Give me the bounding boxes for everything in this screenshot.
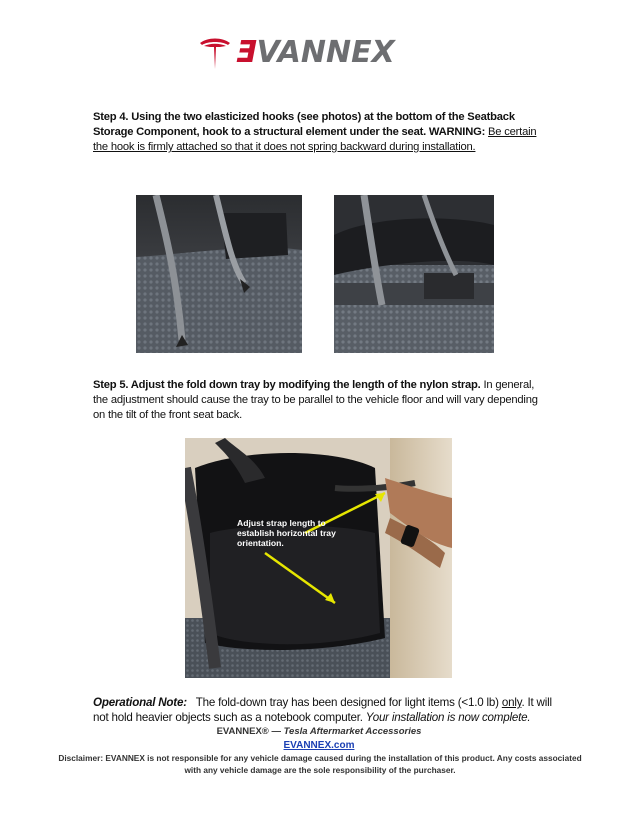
evannex-logo	[198, 33, 443, 73]
photo-hook-under-seat-left	[136, 195, 302, 353]
footer-brand-name: EVANNEX® —	[216, 726, 281, 737]
footer-brand	[0, 726, 638, 737]
footer-disclaimer: Disclaimer: EVANNEX is not responsible for any vehicle damage caused during the installation of this product. Any costs associated with any vehicle damage are the sole responsibility of the purchaser.	[58, 753, 582, 775]
step4-paragraph	[93, 110, 543, 155]
photo-caption: Adjust strap length to establish horizontal tray orientation.	[237, 518, 336, 548]
step5-text: In general, the adjustment should cause the tray to be parallel to the vehicle floor and will vary depending on the tilt of the front seat back.	[93, 379, 538, 421]
logo-wordmark	[236, 35, 395, 71]
footer-link[interactable]: EVANNEX.com	[283, 740, 355, 751]
operational-note	[93, 695, 553, 725]
operational-note-only: only	[501, 696, 522, 709]
operational-note-text1: The fold-down tray has been designed for light items (<1.0 lb)	[195, 696, 499, 709]
tesla-t-logo-icon	[198, 35, 232, 71]
step4-warning: Be certain the hook is firmly attached so that it does not spring backward during installation.	[93, 126, 537, 153]
step5-heading: Step 5. Adjust the fold down tray by modifying the length of the nylon strap.	[93, 379, 481, 391]
operational-note-text2: . It will not hold heavier objects such as a notebook computer.	[93, 696, 552, 724]
logo-rest: VANNEX	[256, 35, 395, 70]
operational-note-label: Operational Note:	[93, 696, 187, 709]
photo-hook-under-seat-right	[334, 195, 494, 353]
logo-e: Ǝ	[236, 35, 257, 70]
step5-paragraph	[93, 378, 543, 423]
step4-heading: Step 4. Using the two elasticized hooks (see photos) at the bottom of the Seatback Storage Component, hook to a structural element under the seat. WARNING:	[93, 111, 515, 138]
operational-note-complete: Your installation is now complete.	[365, 711, 531, 724]
photo-adjust-strap	[185, 438, 452, 678]
footer-tagline: Tesla Aftermarket Accessories	[283, 726, 422, 737]
